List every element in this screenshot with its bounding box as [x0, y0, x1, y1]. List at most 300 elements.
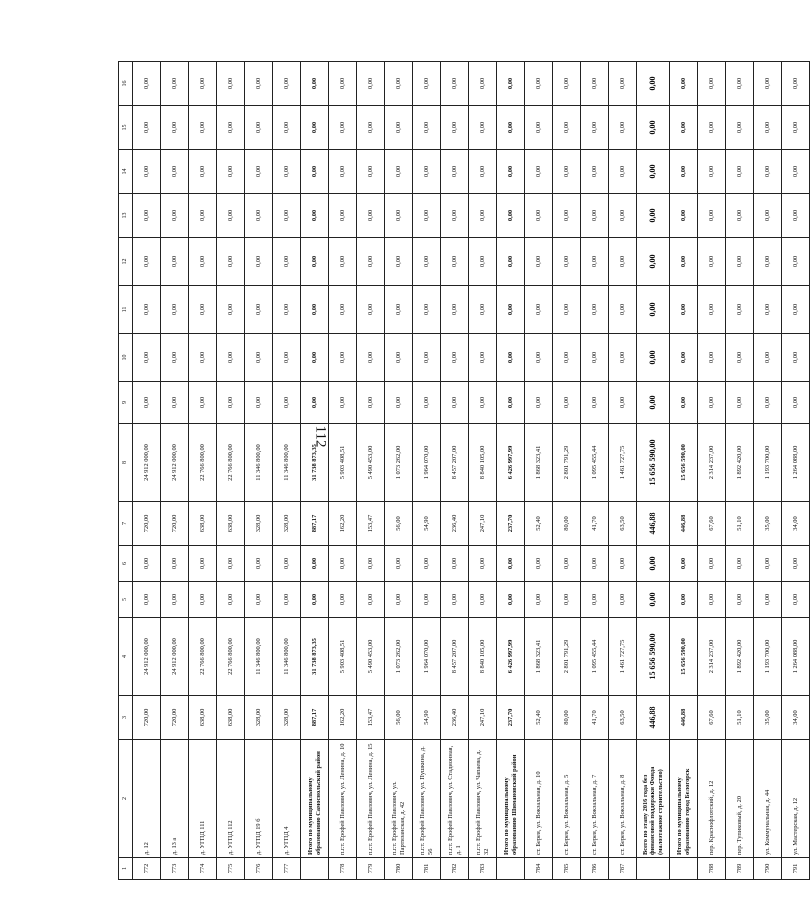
- value-cell: 0,00: [637, 382, 670, 424]
- value-cell: 720,00: [161, 696, 189, 740]
- value-cell: 0,00: [133, 194, 161, 238]
- value-cell: 0,00: [133, 150, 161, 194]
- value-cell: 0,00: [670, 382, 698, 424]
- address-cell: Итого по муниципальному образованию город Белогорск: [670, 740, 698, 858]
- value-cell: 0,00: [469, 238, 497, 286]
- value-cell: 0,00: [245, 194, 273, 238]
- value-cell: 1 095 455,44: [581, 618, 609, 696]
- value-cell: 0,00: [782, 546, 810, 582]
- value-cell: 247,10: [469, 696, 497, 740]
- value-cell: 0,00: [670, 582, 698, 618]
- value-cell: 0,00: [726, 286, 754, 334]
- column-number-cell: 3: [119, 696, 133, 740]
- value-cell: 8 840 105,00: [469, 618, 497, 696]
- value-cell: 1 964 070,00: [413, 618, 441, 696]
- value-cell: 0,00: [497, 106, 525, 150]
- value-cell: 0,00: [670, 546, 698, 582]
- value-cell: 0,00: [670, 106, 698, 150]
- value-cell: 446,88: [637, 502, 670, 546]
- value-cell: 2 314 237,00: [698, 424, 726, 502]
- value-cell: 162,20: [329, 696, 357, 740]
- row-number-cell: [301, 858, 329, 880]
- value-cell: 0,00: [161, 106, 189, 150]
- value-cell: 0,00: [469, 150, 497, 194]
- value-cell: 0,00: [329, 382, 357, 424]
- value-cell: 41,70: [581, 502, 609, 546]
- value-cell: 0,00: [553, 382, 581, 424]
- column-number-cell: 16: [119, 62, 133, 106]
- value-cell: 0,00: [609, 238, 637, 286]
- address-cell: Всего по этапу 2016 года без финансовой поддержки Фонда (малоэтажное строительство): [637, 740, 670, 858]
- value-cell: 0,00: [273, 150, 301, 194]
- value-cell: 0,00: [581, 106, 609, 150]
- value-cell: 67,60: [698, 696, 726, 740]
- table-row: [133, 62, 161, 880]
- value-cell: 15 656 590,00: [670, 618, 698, 696]
- value-cell: 0,00: [726, 62, 754, 106]
- value-cell: 0,00: [609, 334, 637, 382]
- address-cell: пер. Тупиковый, д. 20: [726, 740, 754, 858]
- address-cell: п.г.т. Ерофей Павлович, ул. Пушкина, д. 56: [413, 740, 441, 858]
- column-number-cell: 7: [119, 502, 133, 546]
- value-cell: 0,00: [161, 546, 189, 582]
- value-cell: 22 766 800,00: [189, 424, 217, 502]
- value-cell: 34,00: [782, 696, 810, 740]
- table-row: [726, 62, 754, 880]
- value-cell: 0,00: [497, 238, 525, 286]
- value-cell: 0,00: [581, 582, 609, 618]
- address-cell: д. УГПД 4: [273, 740, 301, 858]
- row-number-cell: [637, 858, 670, 880]
- value-cell: 2 314 237,00: [698, 618, 726, 696]
- address-cell: д. 13 а: [161, 740, 189, 858]
- value-cell: 0,00: [301, 382, 329, 424]
- value-cell: 22 766 800,00: [189, 618, 217, 696]
- value-cell: 0,00: [469, 546, 497, 582]
- value-cell: 0,00: [525, 546, 553, 582]
- value-cell: 720,00: [161, 502, 189, 546]
- page-number: 112: [312, 425, 329, 448]
- address-cell: д. 12: [133, 740, 161, 858]
- value-cell: 0,00: [217, 194, 245, 238]
- value-cell: 0,00: [754, 194, 782, 238]
- value-cell: 0,00: [637, 194, 670, 238]
- value-cell: 0,00: [385, 194, 413, 238]
- value-cell: 0,00: [782, 334, 810, 382]
- value-cell: 0,00: [329, 150, 357, 194]
- value-cell: 0,00: [441, 582, 469, 618]
- value-cell: 0,00: [413, 286, 441, 334]
- value-cell: 236,40: [441, 696, 469, 740]
- value-cell: 0,00: [273, 238, 301, 286]
- value-cell: 0,00: [357, 194, 385, 238]
- table-row: [217, 62, 245, 880]
- table-row: [469, 62, 497, 880]
- value-cell: 247,10: [469, 502, 497, 546]
- table-row: [525, 62, 553, 880]
- value-cell: 0,00: [245, 334, 273, 382]
- rotated-table-container: [118, 62, 799, 880]
- subtotal-row: [670, 62, 698, 880]
- address-cell: ст. Берея, ул. Вокзальная, д. 10: [525, 740, 553, 858]
- value-cell: 328,00: [245, 502, 273, 546]
- value-cell: 0,00: [441, 334, 469, 382]
- value-cell: 0,00: [385, 238, 413, 286]
- row-number-cell: 784: [525, 858, 553, 880]
- address-cell: п.г.т. Ерофей Павлович, ул. Ленина, д. 10: [329, 740, 357, 858]
- value-cell: 15 656 590,00: [637, 618, 670, 696]
- value-cell: 0,00: [301, 194, 329, 238]
- value-cell: 0,00: [217, 334, 245, 382]
- value-cell: 0,00: [469, 194, 497, 238]
- value-cell: 0,00: [385, 62, 413, 106]
- value-cell: 0,00: [189, 150, 217, 194]
- table-row: [782, 62, 810, 880]
- value-cell: 0,00: [497, 286, 525, 334]
- value-cell: 0,00: [726, 382, 754, 424]
- value-cell: 153,47: [357, 502, 385, 546]
- value-cell: 0,00: [301, 150, 329, 194]
- value-cell: 0,00: [553, 62, 581, 106]
- value-cell: 0,00: [189, 334, 217, 382]
- value-cell: 11 346 800,00: [273, 424, 301, 502]
- value-cell: 0,00: [754, 582, 782, 618]
- value-cell: 0,00: [553, 150, 581, 194]
- column-number-cell: 6: [119, 546, 133, 582]
- table-header-row: [119, 62, 133, 880]
- row-number-cell: 780: [385, 858, 413, 880]
- row-number-cell: 785: [553, 858, 581, 880]
- value-cell: 2 801 791,29: [553, 424, 581, 502]
- value-cell: 328,00: [273, 696, 301, 740]
- address-cell: д. УГПД 111: [189, 740, 217, 858]
- value-cell: 0,00: [161, 238, 189, 286]
- value-cell: 0,00: [469, 106, 497, 150]
- value-cell: 0,00: [637, 62, 670, 106]
- value-cell: 0,00: [553, 334, 581, 382]
- value-cell: 51,10: [726, 502, 754, 546]
- column-number-cell: 13: [119, 194, 133, 238]
- value-cell: 446,88: [637, 696, 670, 740]
- value-cell: 6 426 997,99: [497, 618, 525, 696]
- value-cell: 0,00: [497, 546, 525, 582]
- value-cell: 63,50: [609, 502, 637, 546]
- value-cell: 0,00: [581, 238, 609, 286]
- table-row: [329, 62, 357, 880]
- value-cell: 0,00: [581, 286, 609, 334]
- value-cell: 0,00: [273, 546, 301, 582]
- value-cell: 0,00: [670, 150, 698, 194]
- value-cell: 0,00: [637, 106, 670, 150]
- value-cell: 15 656 590,00: [670, 424, 698, 502]
- subtotal-row: [301, 62, 329, 880]
- value-cell: 0,00: [413, 582, 441, 618]
- column-number-cell: 12: [119, 238, 133, 286]
- column-number-cell: 15: [119, 106, 133, 150]
- value-cell: 0,00: [553, 106, 581, 150]
- value-cell: 0,00: [782, 62, 810, 106]
- value-cell: 0,00: [469, 382, 497, 424]
- value-cell: 0,00: [133, 582, 161, 618]
- value-cell: 0,00: [525, 334, 553, 382]
- value-cell: 0,00: [245, 286, 273, 334]
- value-cell: 0,00: [525, 582, 553, 618]
- value-cell: 31 738 873,35: [301, 618, 329, 696]
- value-cell: 1 461 727,75: [609, 424, 637, 502]
- value-cell: 0,00: [217, 582, 245, 618]
- value-cell: 153,47: [357, 696, 385, 740]
- value-cell: 0,00: [581, 334, 609, 382]
- value-cell: 0,00: [782, 286, 810, 334]
- value-cell: 0,00: [133, 546, 161, 582]
- value-cell: 80,00: [553, 502, 581, 546]
- value-cell: 0,00: [754, 286, 782, 334]
- value-cell: 0,00: [726, 582, 754, 618]
- value-cell: 0,00: [553, 194, 581, 238]
- value-cell: 0,00: [754, 334, 782, 382]
- value-cell: 0,00: [357, 382, 385, 424]
- value-cell: 0,00: [329, 546, 357, 582]
- value-cell: 0,00: [670, 334, 698, 382]
- value-cell: 0,00: [385, 334, 413, 382]
- value-cell: 0,00: [782, 150, 810, 194]
- value-cell: 0,00: [133, 238, 161, 286]
- row-number-cell: 772: [133, 858, 161, 880]
- value-cell: 446,88: [670, 502, 698, 546]
- address-cell: п.г.т. Ерофей Павлович, ул. Ленина, д. 15: [357, 740, 385, 858]
- column-number-cell: 1: [119, 858, 133, 880]
- value-cell: 52,40: [525, 502, 553, 546]
- value-cell: 22 766 800,00: [217, 424, 245, 502]
- value-cell: 0,00: [637, 286, 670, 334]
- value-cell: 0,00: [245, 238, 273, 286]
- value-cell: 236,40: [441, 502, 469, 546]
- row-number-cell: 775: [217, 858, 245, 880]
- value-cell: 446,88: [670, 696, 698, 740]
- value-cell: 67,60: [698, 502, 726, 546]
- address-cell: ст. Берея, ул. Вокзальная, д. 8: [609, 740, 637, 858]
- value-cell: 1 461 727,75: [609, 618, 637, 696]
- value-cell: 0,00: [441, 286, 469, 334]
- value-cell: 0,00: [217, 150, 245, 194]
- value-cell: 0,00: [273, 382, 301, 424]
- value-cell: 0,00: [329, 334, 357, 382]
- table-row: [553, 62, 581, 880]
- value-cell: 0,00: [245, 106, 273, 150]
- value-cell: 54,90: [413, 502, 441, 546]
- row-number-cell: 783: [469, 858, 497, 880]
- value-cell: 0,00: [637, 238, 670, 286]
- value-cell: 638,00: [189, 502, 217, 546]
- value-cell: 22 766 800,00: [217, 618, 245, 696]
- value-cell: 54,90: [413, 696, 441, 740]
- value-cell: 0,00: [670, 62, 698, 106]
- value-cell: 0,00: [301, 546, 329, 582]
- row-number-cell: 777: [273, 858, 301, 880]
- value-cell: 0,00: [525, 194, 553, 238]
- value-cell: 0,00: [637, 334, 670, 382]
- value-cell: 1 264 088,00: [782, 618, 810, 696]
- value-cell: 0,00: [497, 150, 525, 194]
- value-cell: 2 801 791,29: [553, 618, 581, 696]
- value-cell: 0,00: [525, 238, 553, 286]
- row-number-cell: 779: [357, 858, 385, 880]
- value-cell: 0,00: [329, 286, 357, 334]
- value-cell: 0,00: [726, 106, 754, 150]
- value-cell: 0,00: [413, 106, 441, 150]
- subtotal-row: [497, 62, 525, 880]
- value-cell: 0,00: [161, 150, 189, 194]
- value-cell: 0,00: [698, 106, 726, 150]
- value-cell: 0,00: [161, 62, 189, 106]
- value-cell: 887,17: [301, 696, 329, 740]
- value-cell: 638,00: [217, 502, 245, 546]
- value-cell: 8 457 207,00: [441, 618, 469, 696]
- value-cell: 0,00: [441, 238, 469, 286]
- value-cell: 0,00: [609, 382, 637, 424]
- row-number-cell: 776: [245, 858, 273, 880]
- value-cell: 0,00: [469, 286, 497, 334]
- table-row: [385, 62, 413, 880]
- row-number-cell: 774: [189, 858, 217, 880]
- address-cell: п.г.т. Ерофей Павлович, ул. Чапаева, д. 32: [469, 740, 497, 858]
- value-cell: 0,00: [441, 382, 469, 424]
- value-cell: 0,00: [189, 106, 217, 150]
- table-row: [161, 62, 189, 880]
- value-cell: 0,00: [217, 382, 245, 424]
- value-cell: 0,00: [245, 150, 273, 194]
- value-cell: 24 912 000,00: [133, 424, 161, 502]
- value-cell: 0,00: [637, 582, 670, 618]
- value-cell: 0,00: [329, 194, 357, 238]
- value-cell: 0,00: [385, 106, 413, 150]
- value-cell: 8 457 207,00: [441, 424, 469, 502]
- column-number-cell: 5: [119, 582, 133, 618]
- value-cell: 51,10: [726, 696, 754, 740]
- value-cell: 0,00: [782, 106, 810, 150]
- value-cell: 0,00: [441, 150, 469, 194]
- value-cell: 0,00: [301, 334, 329, 382]
- value-cell: 0,00: [357, 582, 385, 618]
- value-cell: 11 346 800,00: [245, 618, 273, 696]
- value-cell: 0,00: [726, 194, 754, 238]
- grand-total-row: [637, 62, 670, 880]
- value-cell: 0,00: [385, 286, 413, 334]
- value-cell: 0,00: [301, 582, 329, 618]
- value-cell: 0,00: [525, 286, 553, 334]
- value-cell: 0,00: [525, 150, 553, 194]
- table-row: [441, 62, 469, 880]
- value-cell: 0,00: [301, 286, 329, 334]
- value-cell: 35,00: [754, 502, 782, 546]
- value-cell: 0,00: [637, 150, 670, 194]
- value-cell: 0,00: [581, 194, 609, 238]
- value-cell: 0,00: [413, 546, 441, 582]
- value-cell: 0,00: [273, 582, 301, 618]
- value-cell: 5 903 408,51: [329, 424, 357, 502]
- value-cell: 328,00: [245, 696, 273, 740]
- value-cell: 0,00: [161, 582, 189, 618]
- value-cell: 0,00: [441, 62, 469, 106]
- value-cell: 0,00: [329, 106, 357, 150]
- value-cell: 0,00: [469, 582, 497, 618]
- value-cell: 0,00: [609, 286, 637, 334]
- table-row: [698, 62, 726, 880]
- value-cell: 5 903 408,51: [329, 618, 357, 696]
- table-row: [754, 62, 782, 880]
- value-cell: 0,00: [553, 582, 581, 618]
- value-cell: 0,00: [726, 238, 754, 286]
- value-cell: 1 868 323,41: [525, 618, 553, 696]
- value-cell: 0,00: [441, 546, 469, 582]
- value-cell: 0,00: [217, 238, 245, 286]
- value-cell: 237,70: [497, 696, 525, 740]
- value-cell: 56,00: [385, 502, 413, 546]
- value-cell: 0,00: [385, 582, 413, 618]
- value-cell: 1 073 262,00: [385, 424, 413, 502]
- column-number-cell: 2: [119, 740, 133, 858]
- value-cell: 0,00: [189, 238, 217, 286]
- address-cell: ст. Берея, ул. Вокзальная, д. 7: [581, 740, 609, 858]
- value-cell: 1 892 420,00: [726, 424, 754, 502]
- value-cell: 0,00: [782, 238, 810, 286]
- value-cell: 0,00: [441, 106, 469, 150]
- row-number-cell: 788: [698, 858, 726, 880]
- value-cell: 1 892 420,00: [726, 618, 754, 696]
- value-cell: 0,00: [273, 62, 301, 106]
- value-cell: 56,00: [385, 696, 413, 740]
- value-cell: 0,00: [698, 334, 726, 382]
- value-cell: 0,00: [754, 546, 782, 582]
- value-cell: 0,00: [161, 194, 189, 238]
- value-cell: 0,00: [441, 194, 469, 238]
- value-cell: 0,00: [553, 546, 581, 582]
- value-cell: 15 656 590,00: [637, 424, 670, 502]
- column-number-cell: 8: [119, 424, 133, 502]
- value-cell: 0,00: [469, 62, 497, 106]
- row-number-cell: 786: [581, 858, 609, 880]
- value-cell: 638,00: [217, 696, 245, 740]
- value-cell: 52,40: [525, 696, 553, 740]
- value-cell: 0,00: [726, 334, 754, 382]
- value-cell: 11 346 800,00: [273, 618, 301, 696]
- value-cell: 1 095 455,44: [581, 424, 609, 502]
- value-cell: 0,00: [497, 194, 525, 238]
- value-cell: 0,00: [754, 382, 782, 424]
- address-cell: ул. Мастерская, д. 12: [782, 740, 810, 858]
- row-number-cell: 782: [441, 858, 469, 880]
- row-number-cell: 773: [161, 858, 189, 880]
- row-number-cell: 791: [782, 858, 810, 880]
- value-cell: 720,00: [133, 696, 161, 740]
- value-cell: 0,00: [698, 194, 726, 238]
- value-cell: 0,00: [698, 546, 726, 582]
- value-cell: 0,00: [133, 106, 161, 150]
- value-cell: 0,00: [754, 62, 782, 106]
- value-cell: 0,00: [670, 238, 698, 286]
- value-cell: 24 912 000,00: [161, 424, 189, 502]
- value-cell: 0,00: [357, 546, 385, 582]
- value-cell: 0,00: [525, 106, 553, 150]
- value-cell: 0,00: [357, 62, 385, 106]
- value-cell: 0,00: [782, 194, 810, 238]
- value-cell: 0,00: [698, 238, 726, 286]
- row-number-cell: [670, 858, 698, 880]
- value-cell: 5 490 453,00: [357, 424, 385, 502]
- value-cell: 0,00: [726, 546, 754, 582]
- value-cell: 0,00: [245, 582, 273, 618]
- value-cell: 0,00: [385, 546, 413, 582]
